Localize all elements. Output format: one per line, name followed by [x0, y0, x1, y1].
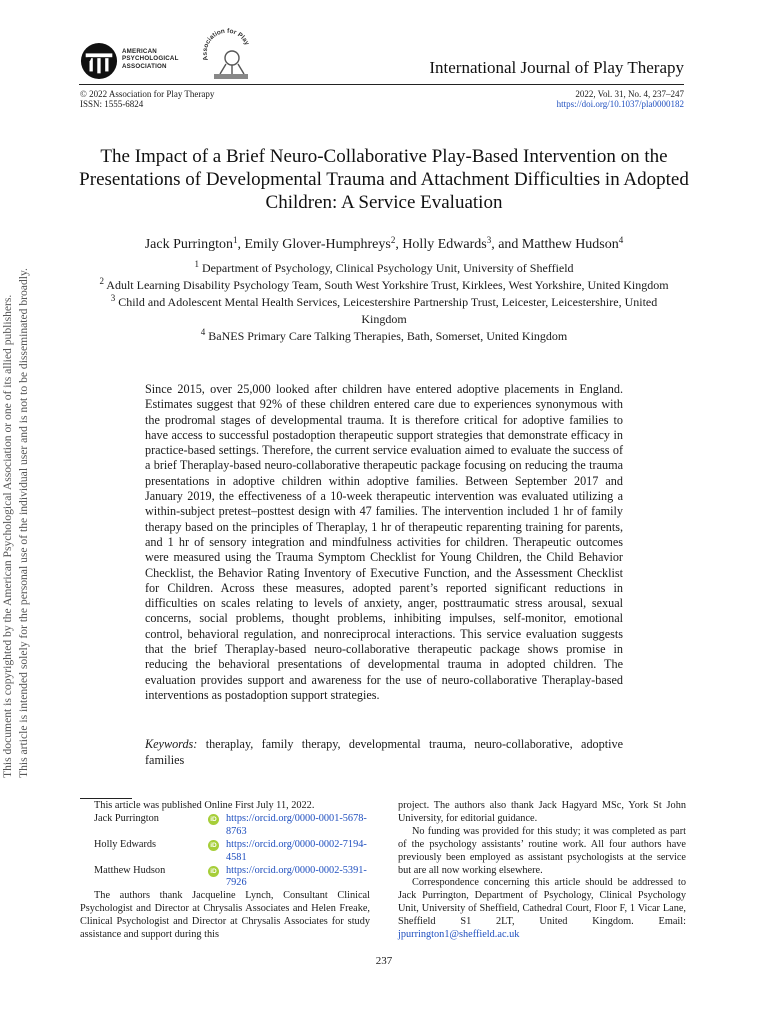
- orcid-link[interactable]: https://orcid.org/0000-0001-5678-8763: [226, 812, 367, 837]
- correspondence-note: Correspondence concerning this article should be addressed to Jack Purrington, Department of Psychology, Clinical Psychology Unit, University of Sheffield, Cathedral Court, Floor F, 1 Vicar Lane, Sheffield S1 2LT, United Kingdom. Email: jpurrington1@sheffield.ac.uk: [398, 877, 686, 941]
- author-sep: ,: [395, 237, 403, 252]
- journal-title: International Journal of Play Therapy: [429, 58, 684, 77]
- orcid-link[interactable]: https://orcid.org/0000-0002-5391-7926: [226, 864, 367, 889]
- author-sup: 1: [233, 235, 238, 245]
- apa-logo-icon: [80, 42, 118, 80]
- orcid-entry: [80, 865, 370, 891]
- author-sup: 3: [486, 235, 492, 245]
- abstract: [145, 382, 623, 703]
- header-divider: [79, 84, 684, 85]
- author-sep: , and: [491, 237, 522, 252]
- email-link[interactable]: jpurrington1@sheffield.ac.uk: [398, 929, 520, 941]
- footnote-column-left: [80, 800, 370, 942]
- author-name: Matthew Hudson: [521, 237, 619, 252]
- abstract-text: Since 2015, over 25,000 looked after children have entered adoptive placements in England. Estimates suggest that 92% of these children entered care due to experiences synonymous with the prodromal stages of developmental trauma. It is therefore critical for adoptive families to have access to successful postadoption therapeutic support strategies that demonstrate efficacy in practice-based settings. Therefore, the current service evaluation aimed to evaluate the success of a brief Theraplay-based neuro-collaborative therapeutic package focusing on reducing the trauma presentations in adoptive children within adoptive families. Between September 2017 and January 2019, the effectiveness of a 10-week therapeutic intervention was evaluated utilizing a within-subject pretest–posttest design with 47 families. The intervention included 1 hr of family therapy based on the principles of Theraplay, 1 hr of therapeutic reparenting training for parents, and 1 hr of sensory integration and mindfulness activities for children. Therapeutic outcomes were measured using the Trauma Symptom Checklist for Young Children, the Child Behavior Checklist, the Behavior Rating Inventory of Executive Function, and the Assessment Checklist for Children. Across these measures, adopted parent’s reported significant reductions in difficulties on scales relating to levels of anxiety, anger, posttraumatic stress arousal, sexual concerns, social problems, thought problems, inhibiting impulses, self-monitor, emotional control, behavioral regulation, and nonreciprocal interactions. This service evaluation suggests that the brief Theraplay-based neuro-collaborative therapeutic package shows promise in reducing the behavioral presentations of developmental trauma in adopted children. The evaluation provides support and awareness for the use of neuro-collaborative Theraplay-based interventions as postadoption support strategies.: [145, 382, 623, 702]
- apt-logo-icon: [202, 20, 252, 82]
- published-note: This article was published Online First July 11, 2022.: [94, 800, 315, 811]
- author-name: Jack Purrington: [144, 237, 233, 252]
- doi-link[interactable]: https://doi.org/10.1037/pla0000182: [556, 99, 684, 109]
- page-number: 237: [375, 955, 393, 967]
- funding-note: No funding was provided for this study; it was completed as part of the psychology assistants’ routine work. All four authors have previously been employed as assistant psychologists at the service but are all now working elsewhere.: [398, 825, 686, 876]
- author-sup: 4: [618, 235, 624, 245]
- apa-logo-text: AMERICAN PSYCHOLOGICAL ASSOCIATION: [122, 48, 179, 70]
- volume-block: [557, 89, 684, 109]
- copyright-text: © 2022 Association for Play Therapy: [80, 89, 215, 99]
- footnote-divider: [80, 798, 132, 799]
- orcid-entry: [80, 839, 370, 865]
- side-notice-line-1: This document is copyrighted by the American Psychological Association or one of its allied publishers.: [1, 294, 14, 778]
- orcid-author: Holly Edwards: [94, 838, 157, 850]
- author-name: Emily Glover-Humphreys: [244, 237, 391, 252]
- issn-text: ISSN: 1555-6824: [80, 99, 144, 109]
- copyright-side-notice: [0, 248, 36, 778]
- author-name: Holly Edwards: [402, 237, 487, 252]
- svg-text:Association for Play Therapy: Association for Play: [202, 27, 251, 62]
- affiliation: $^3$ Child and Adolescent Mental Health Services, Leicestershire Partnership Trust, Leicester, Leicestershire, United Kingdom: [110, 293, 658, 326]
- side-notice-line-2: This article is intended solely for the personal use of the individual user and is not to be disseminated broadly.: [17, 268, 30, 778]
- keywords-label: Keywords:: [145, 737, 198, 751]
- acknowledgement-continued: project. The authors also thank Jack Hagyard MSc, York St John University, for editorial guidance.: [398, 800, 686, 824]
- acknowledgement-text: The authors thank Jacqueline Lynch, Consultant Clinical Psychologist and Director at Chrysalis Associates and Helen Freake, Clinical Psychologist and Director at Chrysalis Associates for study assistance and support during this: [80, 890, 370, 941]
- author-list: [60, 236, 708, 254]
- orcid-link[interactable]: https://orcid.org/0000-0002-7194-4581: [226, 838, 367, 863]
- affiliation: $^1$ Department of Psychology, Clinical Psychology Unit, University of Sheffield: [194, 259, 574, 275]
- volume-text: 2022, Vol. 31, No. 4, 237–247: [575, 89, 684, 99]
- copyright-block: [80, 89, 214, 109]
- orcid-icon[interactable]: iD: [208, 866, 219, 877]
- orcid-icon[interactable]: iD: [208, 814, 219, 825]
- affiliation-list: [90, 260, 678, 345]
- orcid-icon[interactable]: iD: [208, 840, 219, 851]
- affiliation: $^2$ Adult Learning Disability Psychology Team, South West Yorkshire Trust, Kirklees, West Yorkshire, United Kingdom: [99, 276, 669, 292]
- paper-title: The Impact of a Brief Neuro-Collaborative Play-Based Intervention on the Presentations of Developmental Trauma and Attachment Difficulties in Adopted Children: A Service Evaluation: [79, 146, 689, 213]
- affiliation: $^4$ BaNES Primary Care Talking Therapies, Bath, Somerset, United Kingdom: [200, 327, 568, 343]
- orcid-entry: [80, 813, 370, 839]
- author-sep: ,: [237, 237, 245, 252]
- keywords: [145, 737, 623, 768]
- author-sup: 2: [390, 235, 396, 245]
- orcid-author: Jack Purrington: [94, 812, 159, 824]
- orcid-author: Matthew Hudson: [94, 864, 166, 876]
- footnote-column-right: [398, 800, 686, 942]
- keywords-text: theraplay, family therapy, developmental trauma, neuro-collaborative, adoptive families: [145, 737, 623, 767]
